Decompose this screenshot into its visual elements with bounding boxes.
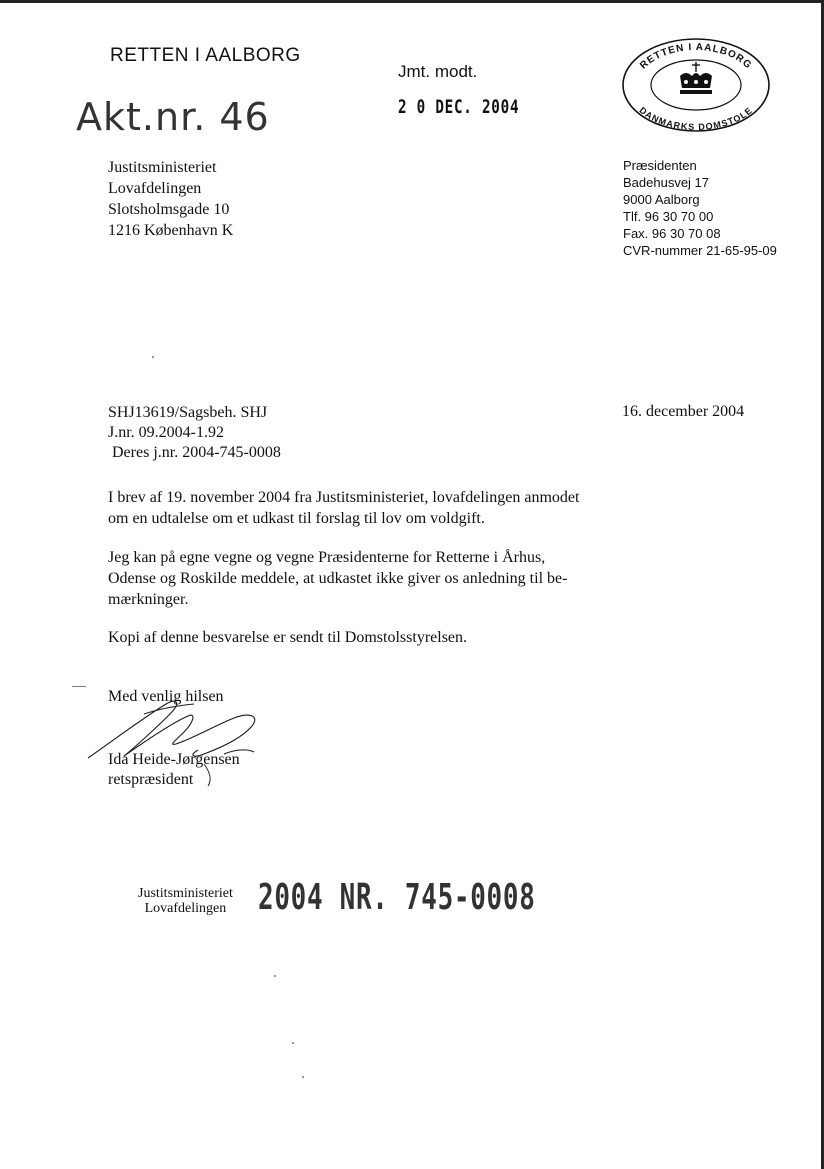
sender-line: Tlf. 96 30 70 00 xyxy=(623,209,714,224)
scan-speck xyxy=(72,686,86,687)
reference-line: SHJ13619/Sagsbeh. SHJ xyxy=(108,404,268,421)
sender-line: 9000 Aalborg xyxy=(623,192,700,207)
recipient-line: Slotsholmsgade 10 xyxy=(108,201,230,218)
recipient-line: Lovafdelingen xyxy=(108,180,202,197)
footer-case-number: 2004 NR. 745-0008 xyxy=(258,877,536,918)
paragraph-line: Jeg kan på egne vegne og vegne Præsidenterne for Retterne i Århus, xyxy=(108,549,546,566)
recipient-line: Justitsministeriet xyxy=(108,159,217,176)
sender-line: Præsidenten xyxy=(623,158,697,173)
body-paragraph-3: Kopi af denne besvarelse er sendt til Domstolsstyrelsen. xyxy=(108,629,468,646)
svg-text:DANMARKS DOMSTOLE xyxy=(637,105,754,132)
signer-title: retspræsident xyxy=(108,771,194,788)
recipient-address xyxy=(108,157,233,241)
crown-icon xyxy=(680,62,712,94)
sender-line: Badehusvej 17 xyxy=(623,175,710,190)
reference-line: J.nr. 09.2004-1.92 xyxy=(108,424,224,441)
paragraph-line: om en udtalelse om et udkast til forslag til lov om voldgift. xyxy=(108,510,485,527)
paragraph-line: mærkninger. xyxy=(108,591,189,608)
scan-edge-top xyxy=(0,0,824,3)
footer-department-line: Lovafdelingen xyxy=(144,901,227,916)
sender-address xyxy=(623,157,777,259)
scan-speck xyxy=(302,1076,304,1078)
closing-greeting: Med venlig hilsen xyxy=(108,688,224,705)
footer-department-line: Justitsministeriet xyxy=(138,886,233,901)
reference-block xyxy=(108,403,281,463)
handwritten-signature xyxy=(84,692,274,787)
paragraph-line: Odense og Roskilde meddele, at udkastet ikke giver os anledning til be- xyxy=(108,570,568,587)
sender-line: CVR-nummer 21-65-95-09 xyxy=(623,243,777,258)
paragraph-line: I brev af 19. november 2004 fra Justitsministeriet, lovafdelingen anmodet xyxy=(108,489,580,506)
received-stamp-date: 2 0 DEC. 2004 xyxy=(398,96,520,118)
seal-top-text: RETTEN I AALBORG xyxy=(638,41,754,72)
scan-speck xyxy=(152,356,154,358)
footer-department xyxy=(138,886,233,916)
court-name: RETTEN I AALBORG xyxy=(110,45,301,66)
body-paragraph-2 xyxy=(108,547,628,610)
reference-line: Deres j.nr. 2004-745-0008 xyxy=(112,444,281,461)
scan-speck xyxy=(274,975,276,977)
sender-line: Fax. 96 30 70 08 xyxy=(623,226,721,241)
seal-bottom-text: DANMARKS DOMSTOLE xyxy=(637,105,755,133)
akt-number-handwritten: Akt.nr. 46 xyxy=(76,95,270,139)
letter-date: 16. december 2004 xyxy=(622,403,745,420)
body-paragraph-1 xyxy=(108,487,628,529)
signer-name: Ida Heide-Jørgensen xyxy=(108,751,240,768)
received-stamp-label: Jmt. modt. xyxy=(398,62,478,81)
court-seal xyxy=(620,36,772,134)
recipient-line: 1216 København K xyxy=(108,222,234,239)
scan-speck xyxy=(292,1042,294,1044)
